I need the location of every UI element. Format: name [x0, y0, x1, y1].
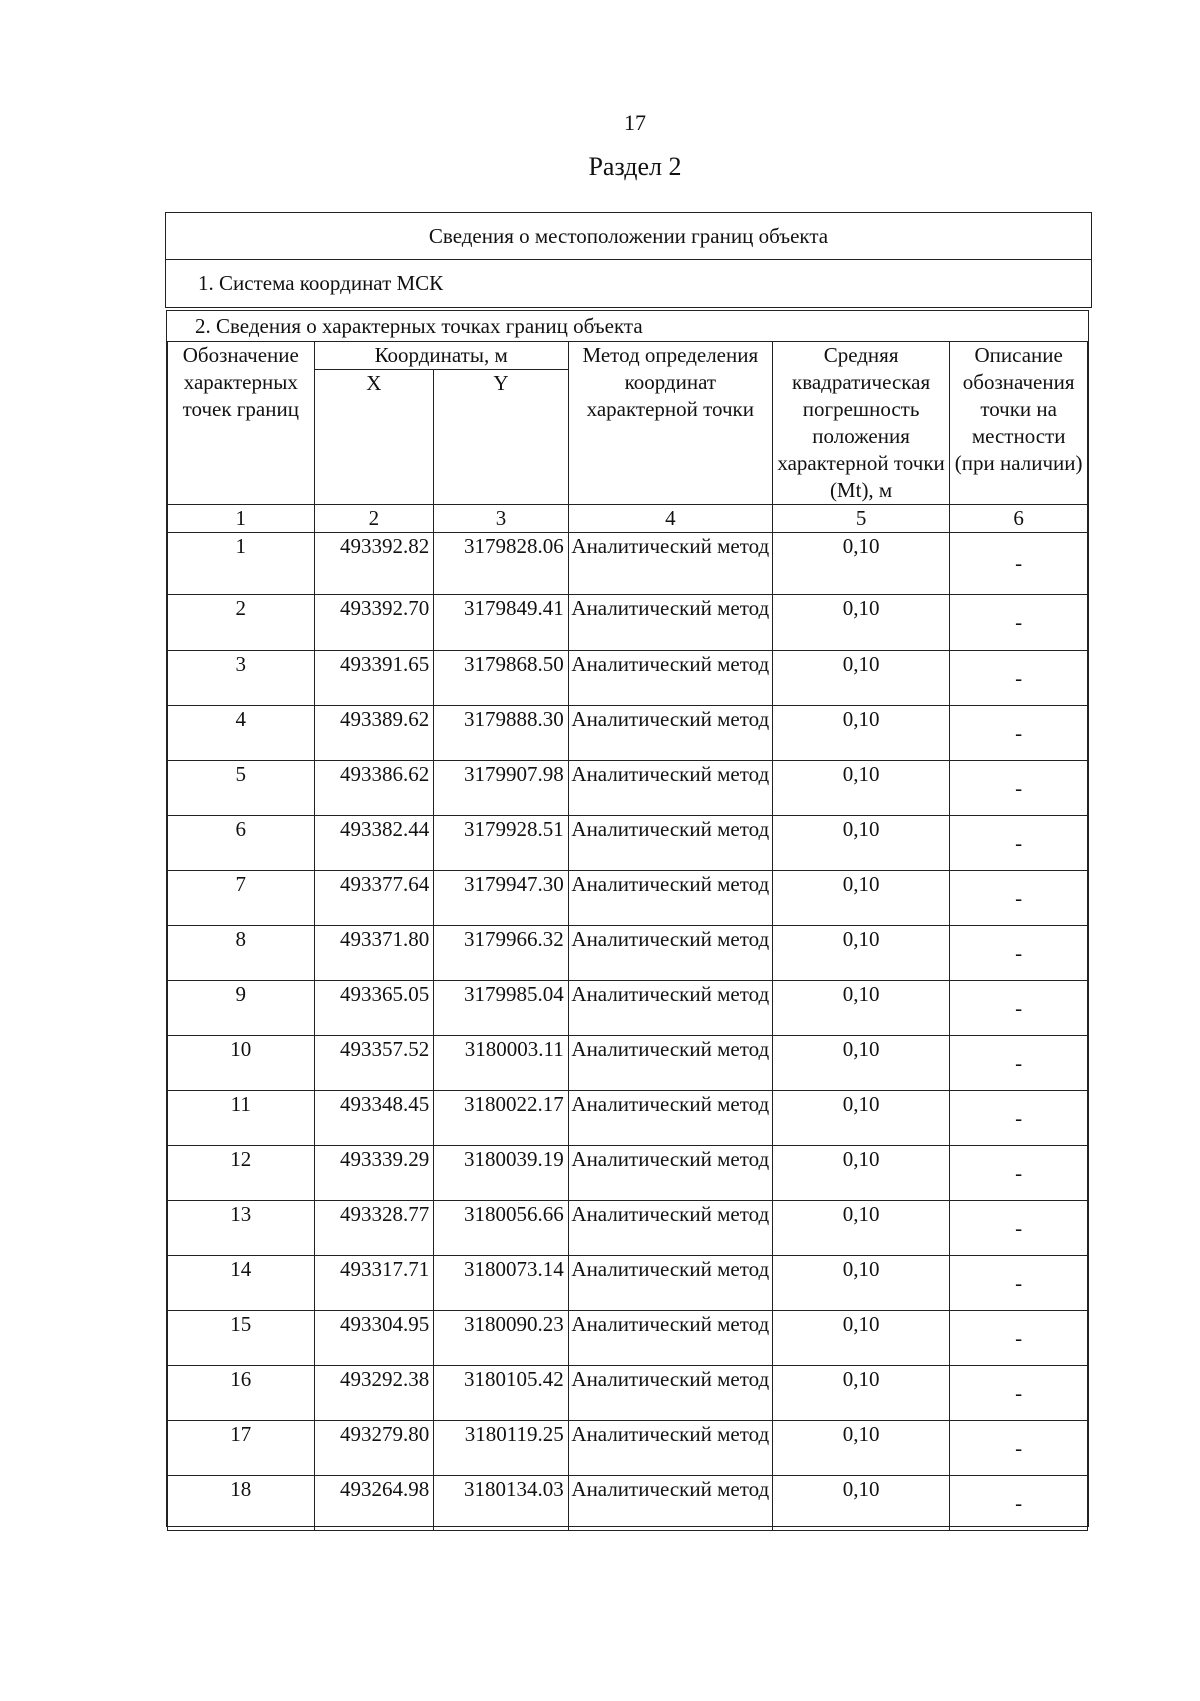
point-error: 0,10: [772, 595, 949, 651]
point-method: Аналитический метод: [568, 1036, 772, 1091]
point-error: 0,10: [772, 761, 949, 816]
point-id: 10: [168, 1036, 315, 1091]
point-x: 493386.62: [314, 761, 434, 816]
location-caption: Сведения о местоположении границ объекта: [166, 213, 1091, 260]
point-error: 0,10: [772, 1366, 949, 1421]
point-id: 17: [168, 1421, 315, 1476]
point-x: 493264.98: [314, 1476, 434, 1531]
point-description: -: [950, 926, 1088, 981]
point-method: Аналитический метод: [568, 926, 772, 981]
table-row: [168, 1256, 1088, 1311]
point-id: 7: [168, 871, 315, 926]
point-id: 15: [168, 1311, 315, 1366]
point-x: 493357.52: [314, 1036, 434, 1091]
table-row: [168, 533, 1088, 595]
table-row: [168, 1146, 1088, 1201]
point-x: 493389.62: [314, 706, 434, 761]
table-row: [168, 761, 1088, 816]
point-y: 3180073.14: [434, 1256, 569, 1311]
point-y: 3180119.25: [434, 1421, 569, 1476]
point-y: 3179928.51: [434, 816, 569, 871]
point-y: 3180039.19: [434, 1146, 569, 1201]
point-y: 3180056.66: [434, 1201, 569, 1256]
col-header-method: Метод определения координат характерной точки: [568, 342, 772, 505]
point-x: 493391.65: [314, 651, 434, 706]
point-error: 0,10: [772, 1146, 949, 1201]
point-y: 3180003.11: [434, 1036, 569, 1091]
location-header-box: [165, 212, 1092, 308]
col-header-description: Описание обозначения точки на местности (при наличии): [950, 342, 1088, 505]
point-description: -: [950, 871, 1088, 926]
point-method: Аналитический метод: [568, 1421, 772, 1476]
column-number: 1: [168, 505, 315, 533]
point-method: Аналитический метод: [568, 981, 772, 1036]
point-id: 3: [168, 651, 315, 706]
column-numbers-row: [168, 505, 1088, 533]
col-header-error: Средняя квадратическая погрешность положения характерной точки (Mt), м: [772, 342, 949, 505]
point-id: 18: [168, 1476, 315, 1531]
col-header-x: X: [314, 370, 434, 505]
point-method: Аналитический метод: [568, 1256, 772, 1311]
table-row: [168, 706, 1088, 761]
point-description: -: [950, 1311, 1088, 1366]
point-id: 9: [168, 981, 315, 1036]
point-id: 14: [168, 1256, 315, 1311]
point-y: 3180105.42: [434, 1366, 569, 1421]
point-description: -: [950, 981, 1088, 1036]
point-description: -: [950, 761, 1088, 816]
table-row: [168, 1201, 1088, 1256]
point-method: Аналитический метод: [568, 595, 772, 651]
col-header-designation: Обозначение характерных точек границ: [168, 342, 315, 505]
table-row: [168, 1476, 1088, 1531]
point-id: 16: [168, 1366, 315, 1421]
point-x: 493339.29: [314, 1146, 434, 1201]
point-y: 3179985.04: [434, 981, 569, 1036]
point-method: Аналитический метод: [568, 816, 772, 871]
point-description: -: [950, 1256, 1088, 1311]
point-error: 0,10: [772, 1311, 949, 1366]
table-row: [168, 871, 1088, 926]
point-method: Аналитический метод: [568, 533, 772, 595]
point-error: 0,10: [772, 651, 949, 706]
point-id: 5: [168, 761, 315, 816]
point-error: 0,10: [772, 1091, 949, 1146]
point-method: Аналитический метод: [568, 1146, 772, 1201]
point-method: Аналитический метод: [568, 871, 772, 926]
col-header-coordinates: Координаты, м: [314, 342, 568, 370]
point-error: 0,10: [772, 533, 949, 595]
point-method: Аналитический метод: [568, 1476, 772, 1531]
points-box: [166, 310, 1089, 1527]
point-description: -: [950, 651, 1088, 706]
point-id: 11: [168, 1091, 315, 1146]
point-y: 3180134.03: [434, 1476, 569, 1531]
point-error: 0,10: [772, 1476, 949, 1531]
point-error: 0,10: [772, 706, 949, 761]
column-number: 6: [950, 505, 1088, 533]
point-y: 3180090.23: [434, 1311, 569, 1366]
point-method: Аналитический метод: [568, 1091, 772, 1146]
point-id: 1: [168, 533, 315, 595]
point-description: -: [950, 1146, 1088, 1201]
point-error: 0,10: [772, 816, 949, 871]
table-row: [168, 1366, 1088, 1421]
point-error: 0,10: [772, 1256, 949, 1311]
point-method: Аналитический метод: [568, 761, 772, 816]
page-number: 17: [624, 110, 646, 135]
point-y: 3179828.06: [434, 533, 569, 595]
point-x: 493377.64: [314, 871, 434, 926]
point-description: -: [950, 706, 1088, 761]
point-y: 3179849.41: [434, 595, 569, 651]
point-y: 3179888.30: [434, 706, 569, 761]
point-error: 0,10: [772, 1201, 949, 1256]
table-row: [168, 816, 1088, 871]
column-number: 2: [314, 505, 434, 533]
point-x: 493392.82: [314, 533, 434, 595]
point-error: 0,10: [772, 1421, 949, 1476]
point-x: 493328.77: [314, 1201, 434, 1256]
point-id: 12: [168, 1146, 315, 1201]
column-number: 4: [568, 505, 772, 533]
point-id: 6: [168, 816, 315, 871]
table-row: [168, 1091, 1088, 1146]
point-description: -: [950, 595, 1088, 651]
point-y: 3180022.17: [434, 1091, 569, 1146]
point-x: 493348.45: [314, 1091, 434, 1146]
column-number: 3: [434, 505, 569, 533]
point-x: 493317.71: [314, 1256, 434, 1311]
point-id: 4: [168, 706, 315, 761]
point-id: 8: [168, 926, 315, 981]
point-method: Аналитический метод: [568, 1201, 772, 1256]
section-title: Раздел 2: [588, 152, 682, 181]
table-row: [168, 1311, 1088, 1366]
point-description: -: [950, 1421, 1088, 1476]
table-row: [168, 926, 1088, 981]
point-error: 0,10: [772, 926, 949, 981]
point-description: -: [950, 1091, 1088, 1146]
point-x: 493382.44: [314, 816, 434, 871]
point-y: 3179868.50: [434, 651, 569, 706]
point-method: Аналитический метод: [568, 1366, 772, 1421]
point-y: 3179966.32: [434, 926, 569, 981]
table-row: [168, 595, 1088, 651]
point-x: 493292.38: [314, 1366, 434, 1421]
point-description: -: [950, 1366, 1088, 1421]
column-number: 5: [772, 505, 949, 533]
point-y: 3179947.30: [434, 871, 569, 926]
point-description: -: [950, 1201, 1088, 1256]
point-description: -: [950, 1476, 1088, 1531]
point-method: Аналитический метод: [568, 1311, 772, 1366]
point-x: 493371.80: [314, 926, 434, 981]
table-row: [168, 981, 1088, 1036]
point-x: 493392.70: [314, 595, 434, 651]
point-error: 0,10: [772, 981, 949, 1036]
point-description: -: [950, 1036, 1088, 1091]
point-id: 13: [168, 1201, 315, 1256]
point-error: 0,10: [772, 871, 949, 926]
coordinate-system: 1. Система координат МСК: [198, 271, 444, 295]
point-error: 0,10: [772, 1036, 949, 1091]
point-method: Аналитический метод: [568, 706, 772, 761]
points-caption: 2. Сведения о характерных точках границ объекта: [195, 314, 643, 338]
point-y: 3179907.98: [434, 761, 569, 816]
points-table: [167, 341, 1088, 1531]
table-row: [168, 1036, 1088, 1091]
point-x: 493304.95: [314, 1311, 434, 1366]
col-header-y: Y: [434, 370, 569, 505]
point-x: 493365.05: [314, 981, 434, 1036]
point-id: 2: [168, 595, 315, 651]
point-method: Аналитический метод: [568, 651, 772, 706]
table-row: [168, 651, 1088, 706]
point-x: 493279.80: [314, 1421, 434, 1476]
point-description: -: [950, 533, 1088, 595]
point-description: -: [950, 816, 1088, 871]
table-row: [168, 1421, 1088, 1476]
